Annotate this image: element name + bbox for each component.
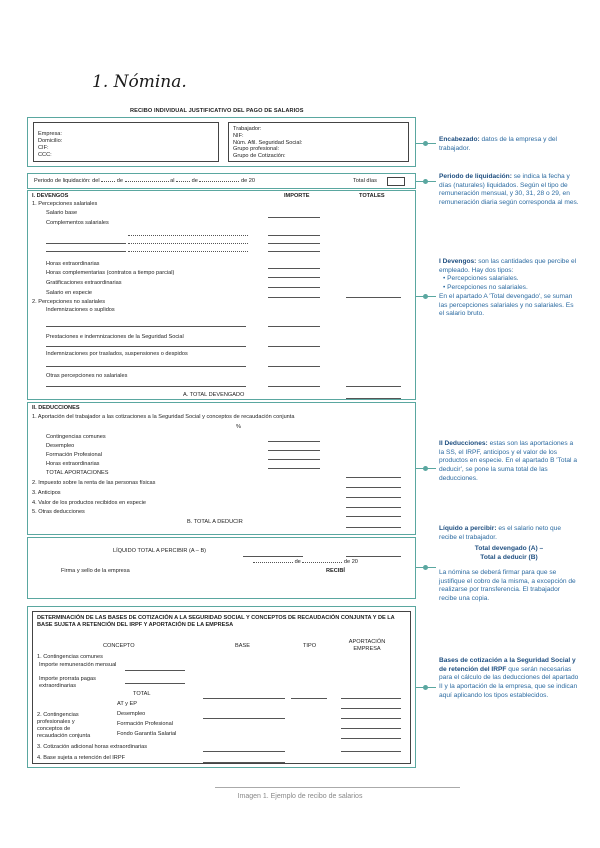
complementos: Complementos salariales — [46, 220, 109, 226]
devengos-item2: 2. Percepciones no salariales — [32, 299, 106, 305]
note-deducciones-text: estas son las aportaciones a la SS, el IRPF, anticipos y el valor de los productos en especie. En el apartado B 'Total a deducir', se pone la suma total de las deducciones. — [439, 440, 577, 482]
period-de1: de — [116, 178, 123, 184]
note-devengos-item: • Percepciones no salariales. — [443, 284, 579, 293]
note-encabezado — [439, 136, 579, 153]
deducciones-item3: 3. Anticipos — [32, 490, 61, 496]
company-label-domicilio: Domicilio: — [38, 137, 63, 144]
note-liquido — [439, 525, 579, 604]
col-base: BASE — [235, 643, 250, 649]
connector-dot-period — [423, 179, 428, 184]
bases-item3: 3. Cotización adicional horas extraordinarias — [37, 744, 148, 750]
bases-desempleo: Desempleo — [117, 711, 146, 717]
deducciones-item4: 4. Valor de los productos recibidos en especie — [32, 500, 147, 506]
note-liquido-title: Líquido a percibir: — [439, 525, 497, 532]
horas-extra: Horas extraordinarias — [46, 261, 100, 267]
bases-at-ep: AT y EP — [117, 701, 137, 707]
note-liquido-text: es el salario neto que recibe el trabajador. — [439, 525, 562, 541]
bases-remuneracion: Importe remuneración mensual — [39, 662, 117, 668]
liquido-label: LÍQUIDO TOTAL A PERCIBIR (A – B) — [113, 548, 207, 554]
connector-dot-deducciones — [423, 466, 428, 471]
bases-total: TOTAL — [133, 691, 151, 697]
bases-item4: 4. Base sujeta a retención del IRPF — [37, 755, 125, 761]
connector-dot-header — [423, 141, 428, 146]
period-year: de 20 — [240, 178, 255, 184]
col-concepto: CONCEPTO — [103, 643, 135, 649]
col-importe: IMPORTE — [284, 193, 310, 199]
company-label-empresa: Empresa: — [38, 131, 62, 137]
note-encabezado-title: Encabezado: — [439, 136, 480, 143]
devengos-section — [27, 190, 416, 400]
bases-title: DETERMINACIÓN DE LAS BASES DE COTIZACIÓN A LA SEGURIDAD SOCIAL Y CONCEPTOS DE RECAUDACIÓN CONJUNTA Y DE LA BASE SUJETA A RETENCIÓN DEL IRPF Y APORTACIÓN DE LA EMPRESA — [37, 615, 395, 629]
note-devengos-title: I Devengos: — [439, 258, 477, 265]
note-devengos-text-b: En el apartado A 'Total devengado', se suman las percepciones salariales y no salariales. Es el salario bruto. — [439, 292, 574, 318]
image-caption: Imagen 1. Ejemplo de recibo de salarios — [237, 793, 363, 800]
horas-complementarias: Horas complementarias (contratos a tiempo parcial) — [46, 270, 175, 276]
col-tipo: TIPO — [303, 643, 317, 649]
deducciones-item2: 2. Impuesto sobre la renta de las personas físicas — [32, 480, 156, 486]
note-devengos — [439, 258, 579, 319]
worker-label-group: Grupo profesional: — [233, 146, 280, 153]
deducciones-item5: 5. Otras deducciones — [32, 509, 85, 515]
gratificaciones: Gratificaciones extraordinarias — [46, 280, 122, 286]
header-section — [27, 117, 416, 167]
receipt-title: RECIBO INDIVIDUAL JUSTIFICATIVO DEL PAGO DE SALARIOS — [130, 108, 304, 114]
devengos-title: I. DEVENGOS — [32, 193, 69, 199]
note-deducciones — [439, 440, 579, 484]
note-deducciones-title: II Deducciones: — [439, 440, 488, 447]
bases-formacion: Formación Profesional — [117, 721, 173, 727]
total-deducir: B. TOTAL A DEDUCIR — [187, 519, 243, 525]
total-aportaciones: TOTAL APORTACIONES — [46, 470, 109, 476]
note-liquido-formula-1: Total devengado (A) – — [474, 545, 544, 553]
bases-section — [27, 606, 416, 768]
liquido-section — [27, 537, 416, 599]
col-totales: TOTALES — [359, 193, 385, 199]
salario-especie: Salario en especie — [46, 290, 93, 296]
total-devengado: A. TOTAL DEVENGADO — [183, 392, 245, 398]
traslados: Indemnizaciones por traslados, suspensiones o despidos — [46, 351, 188, 357]
deducciones-section — [27, 402, 416, 535]
devengos-item1: 1. Percepciones salariales — [32, 201, 98, 207]
ded-contingencias: Contingencias comunes — [46, 434, 106, 440]
percent-label: % — [236, 424, 241, 430]
deducciones-title: II. DEDUCCIONES — [32, 405, 80, 411]
caption-rule — [215, 787, 460, 788]
note-bases — [439, 657, 579, 701]
period-al: al — [170, 178, 175, 184]
connector-dot-devengos — [423, 294, 428, 299]
worker-box — [228, 122, 409, 162]
bases-item1: 1. Contingencias comunes — [37, 654, 103, 660]
page-heading: 1. Nómina. — [92, 72, 187, 92]
period-de2: de — [191, 178, 198, 184]
worker-label-name: Trabajador: — [233, 126, 262, 132]
note-periodo — [439, 173, 579, 208]
period-section — [27, 173, 416, 189]
ded-horas-extra: Horas extraordinarias — [46, 461, 100, 467]
ded-formacion: Formación Profesional — [46, 452, 102, 458]
otras-percepciones: Otras percepciones no salariales — [46, 373, 128, 379]
total-days-label: Total días — [353, 178, 377, 184]
total-days-box — [387, 177, 405, 186]
worker-label-cot-group: Grupo de Cotización: — [233, 153, 286, 160]
note-devengos-text: son las cantidades que percibe el empleado. Hay dos tipos: — [439, 258, 577, 274]
note-liquido-text-b: La nómina se deberá firmar para que se justifique el cobro de la misma, a excepción de realizarse por transferencia. El trabajador recibe una copia. — [439, 568, 576, 602]
note-bases-title: Bases de cotización a la Seguridad Social y de retención del IRPF — [439, 657, 576, 673]
salario-base: Salario base — [46, 210, 78, 216]
deducciones-item1: 1. Aportación del trabajador a las cotizaciones a la Seguridad Social y conceptos de recaudación conjunta — [32, 414, 295, 420]
firma-empresa: Firma y sello de la empresa — [61, 568, 130, 574]
bases-fogasa: Fondo Garantía Salarial — [117, 731, 177, 737]
liquido-de: de — [294, 559, 301, 565]
col-aportacion: APORTACIÓN EMPRESA — [348, 639, 386, 652]
connector-dot-liquido — [423, 565, 428, 570]
bases-item2: 2. Contingencias profesionales y conceptos de recaudación conjunta — [37, 712, 91, 739]
bases-prorrata: Importe prorrata pagas extraordinarias — [39, 676, 96, 689]
note-periodo-title: Periodo de liquidación: — [439, 173, 512, 180]
note-liquido-formula-2: Total a deducir (B) — [480, 554, 538, 562]
worker-label-ss: Núm. Afil. Seguridad Social: — [233, 139, 303, 146]
note-bases-text: que serán necesarias para el cálculo de las deducciones del apartado II y la aportación de la empresa, que se indican aquí aplicando los tipos establecidos. — [439, 665, 579, 699]
company-box — [33, 122, 219, 162]
bases-inner — [32, 611, 411, 764]
prestaciones: Prestaciones e indemnizaciones de la Seguridad Social — [46, 334, 184, 340]
ded-desempleo: Desempleo — [46, 443, 75, 449]
note-devengos-item: • Percepciones salariales. — [443, 275, 579, 284]
indemnizaciones: Indemnizaciones o suplidos — [46, 307, 115, 313]
worker-label-nif: NIF: — [233, 132, 244, 139]
company-label-ccc: CCC: — [38, 151, 52, 158]
recibi-label: RECIBÍ — [326, 568, 345, 574]
note-periodo-text: se indica la fecha y días (naturales) liquidados. Según el tipo de remuneración mensual, y 30, 31, 28 o 29, en remuneración diaria según corresponda al mes. — [439, 173, 579, 207]
period-label: Periodo de liquidación: del — [34, 178, 100, 184]
company-label-cif: CIF: — [38, 144, 49, 151]
note-encabezado-text: datos de la empresa y del trabajador. — [439, 136, 558, 152]
connector-dot-bases — [423, 685, 428, 690]
liquido-year: de 20 — [343, 559, 358, 565]
